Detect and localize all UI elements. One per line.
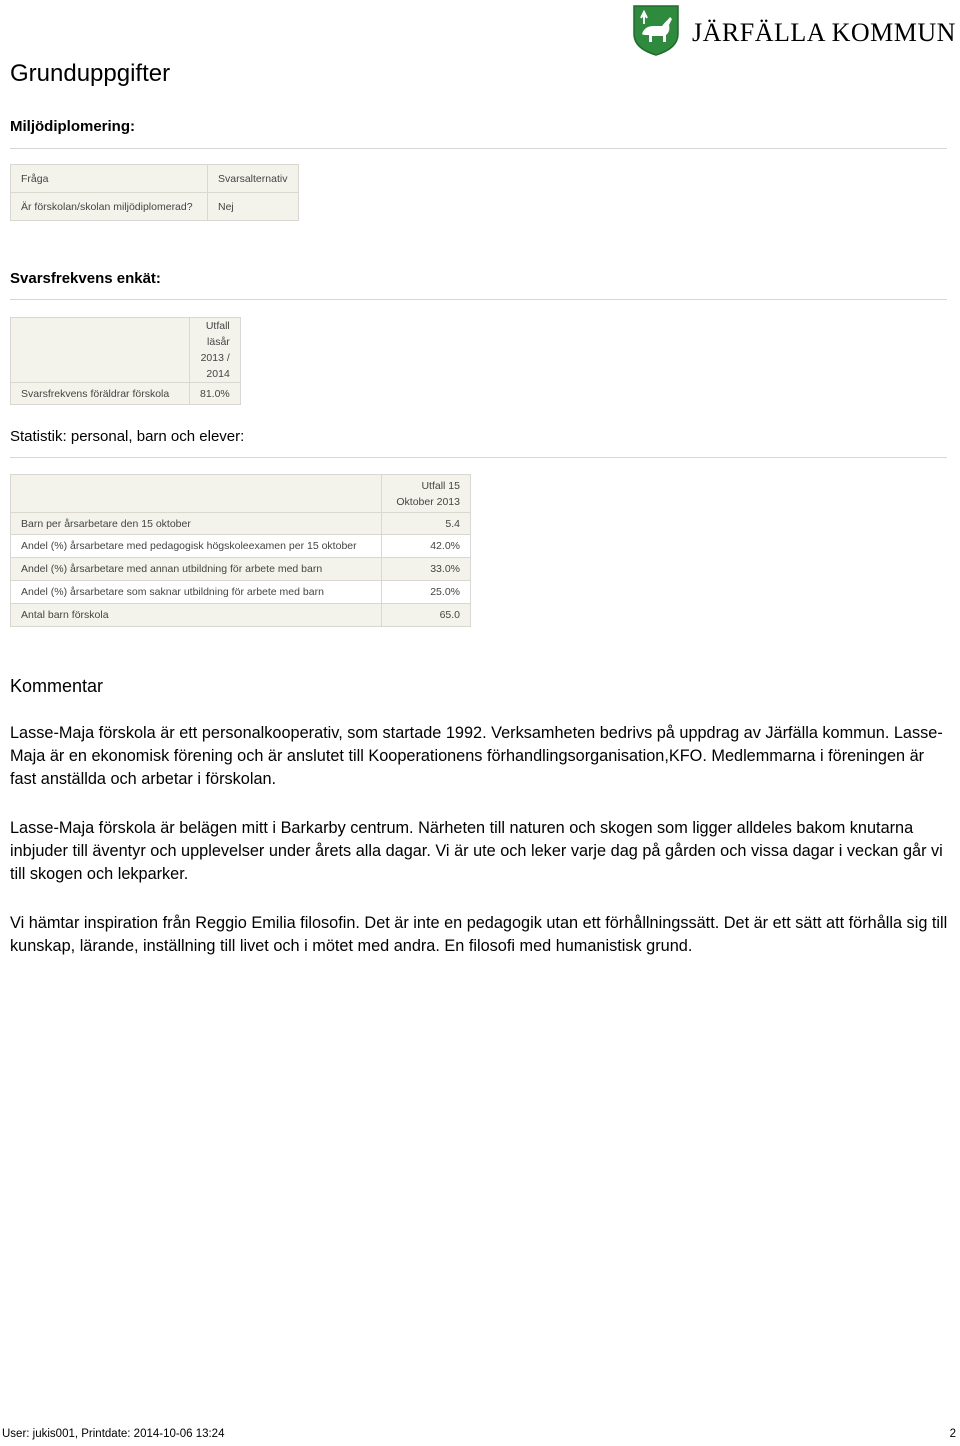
row-value: 5.4 <box>382 513 471 535</box>
svarsfrekvens-heading: Svarsfrekvens enkät: <box>10 270 161 287</box>
table-row <box>11 193 299 221</box>
column-header-line2: Oktober 2013 <box>396 495 460 508</box>
column-header-line1: Utfall läsår <box>205 320 230 348</box>
empty-header-cell <box>11 318 190 383</box>
comment-paragraph: Lasse-Maja förskola är ett personalkooperativ, som startade 1992. Verksamheten bedrivs på uppdrag av Järfälla kommun. Lasse-Maja är en ekonomisk förening och är anslutet till Kooperationens förhandlingsorganisation,KFO. Medlemmarna i föreningen är fast anställda och arbetar i förskolan. <box>10 724 943 788</box>
question-cell: Är förskolan/skolan miljödiplomerad? <box>11 193 208 221</box>
table-header-row <box>11 475 471 513</box>
footer-page-number: 2 <box>949 1428 956 1440</box>
miljodiplomering-heading: Miljödiplomering: <box>10 118 135 135</box>
row-value: 81.0% <box>190 383 241 405</box>
row-label: Andel (%) årsarbetare med annan utbildning för arbete med barn <box>11 558 382 581</box>
svarsfrekvens-table <box>10 317 241 405</box>
column-header-utfall <box>382 475 471 513</box>
footer-user-info: User: jukis001, Printdate: 2014-10-06 13:24 <box>2 1428 225 1440</box>
column-header-answer: Svarsalternativ <box>208 165 299 193</box>
answer-cell: Nej <box>208 193 299 221</box>
row-label: Antal barn förskola <box>11 604 382 627</box>
row-label: Barn per årsarbetare den 15 oktober <box>11 513 382 535</box>
statistik-heading: Statistik: personal, barn och elever: <box>10 428 245 445</box>
column-header-line1: Utfall 15 <box>421 479 460 492</box>
table-header-row <box>11 318 241 383</box>
column-header-question: Fråga <box>11 165 208 193</box>
row-value: 65.0 <box>382 604 471 627</box>
comment-paragraph: Lasse-Maja förskola är belägen mitt i Barkarby centrum. Närheten till naturen och skogen som ligger alldeles bakom knutarna inbjuder till äventyr och upplevelser under årets alla dagar. Vi är ute och leker varje dag på gården och vissa dagar i veckan går vi till skogen och lekparker. <box>10 819 943 883</box>
row-label: Svarsfrekvens föräldrar förskola <box>11 383 190 405</box>
page-title: Grunduppgifter <box>10 60 171 87</box>
row-value: 33.0% <box>382 558 471 581</box>
table-row <box>11 581 471 604</box>
table-header-row <box>11 165 299 193</box>
kommentar-title: Kommentar <box>10 676 104 696</box>
table-row <box>11 604 471 627</box>
coat-of-arms-icon <box>632 4 680 56</box>
section-divider <box>10 148 947 149</box>
table-row <box>11 383 241 405</box>
row-label: Andel (%) årsarbetare med pedagogisk högskoleexamen per 15 oktober <box>11 535 382 558</box>
empty-header-cell <box>11 475 382 513</box>
miljodiplomering-table <box>10 164 299 221</box>
row-value: 25.0% <box>382 581 471 604</box>
row-label: Andel (%) årsarbetare som saknar utbildning för arbete med barn <box>11 581 382 604</box>
comment-paragraph: Vi hämtar inspiration från Reggio Emilia filosofin. Det är inte en pedagogik utan ett förhållningssätt. Det är ett sätt att förhålla sig till kunskap, lärande, inställning till livet och i mötet med andra. En filosofi med humanistisk grund. <box>10 914 948 955</box>
column-header-line2: 2013 / 2014 <box>200 352 230 380</box>
column-header-utfall <box>190 318 241 383</box>
table-row <box>11 558 471 581</box>
jarfalla-kommun-logo <box>632 4 956 58</box>
table-row <box>11 535 471 558</box>
logo-text: JÄRFÄLLA KOMMUN <box>692 18 956 47</box>
row-value: 42.0% <box>382 535 471 558</box>
table-row <box>11 513 471 535</box>
section-divider <box>10 299 947 300</box>
section-divider <box>10 457 947 458</box>
statistik-table <box>10 474 471 627</box>
